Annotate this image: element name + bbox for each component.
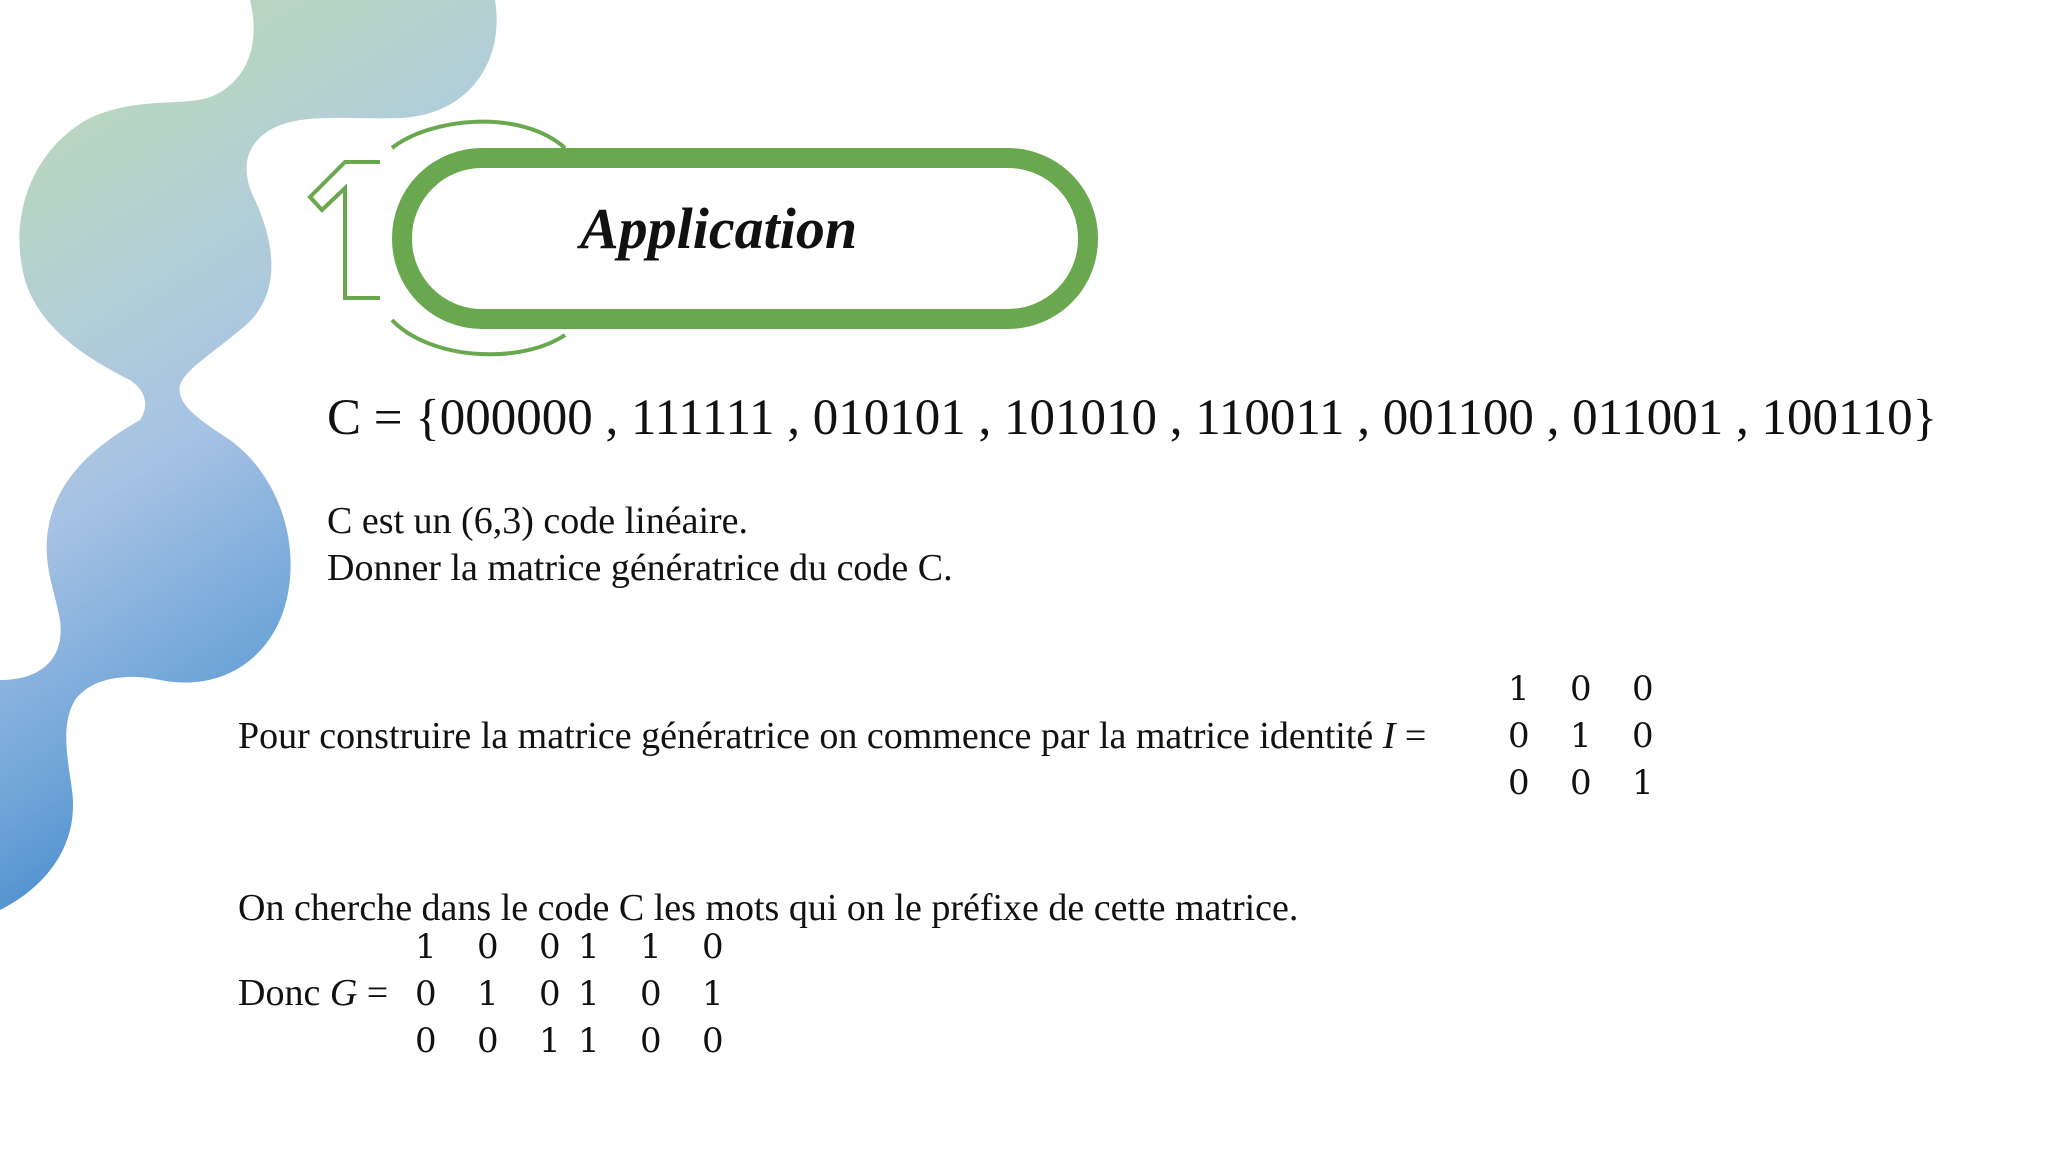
matrix-cell: 0 (1570, 669, 1592, 709)
search-sentence: On cherche dans le code C les mots qui on le préfixe de cette matrice. (238, 887, 1299, 929)
matrix-cell: 0 (415, 974, 437, 1014)
matrix-cell: 1 (415, 927, 437, 967)
matrix-cell: 0 (1632, 716, 1654, 756)
matrix-cell: 0 (1570, 763, 1592, 803)
matrix-cell: 1 (539, 1021, 561, 1061)
matrix-cell: 1 (640, 927, 662, 967)
matrix-cell: 1 (578, 1021, 600, 1061)
question-statement: Donner la matrice génératrice du code C. (327, 547, 953, 589)
matrix-cell: 1 (578, 927, 600, 967)
slide-title: Application (580, 196, 858, 261)
code-set-definition: C = {000000 , 111111 , 010101 , 101010 , 110011 , 001100 , 011001 , 100110} (327, 390, 1938, 446)
g-symbol: G (329, 972, 358, 1014)
g-equals: = (366, 972, 389, 1014)
identity-sentence-text: Pour construire la matrice génératrice on commence par la matrice identité (238, 715, 1374, 757)
linear-code-statement: C est un (6,3) code linéaire. (327, 500, 749, 542)
matrix-cell: 1 (477, 974, 499, 1014)
g-definition-label (238, 974, 388, 1012)
number-one-outline (310, 162, 380, 298)
matrix-cell: 0 (539, 974, 561, 1014)
identity-sentence (238, 717, 1426, 755)
matrix-cell: 0 (415, 1021, 437, 1061)
matrix-cell: 0 (1508, 716, 1530, 756)
donc-label: Donc (238, 972, 321, 1014)
matrix-cell: 1 (1570, 716, 1592, 756)
matrix-cell: 0 (539, 927, 561, 967)
matrix-cell: 1 (1508, 669, 1530, 709)
identity-symbol: I (1382, 715, 1396, 757)
matrix-cell: 0 (477, 927, 499, 967)
matrix-cell: 0 (702, 1021, 724, 1061)
matrix-cell: 1 (1632, 763, 1654, 803)
matrix-cell: 0 (477, 1021, 499, 1061)
matrix-cell: 0 (702, 927, 724, 967)
matrix-cell: 0 (640, 974, 662, 1014)
matrix-cell: 0 (1632, 669, 1654, 709)
title-badge-graphic (0, 0, 1120, 380)
matrix-cell: 1 (702, 974, 724, 1014)
matrix-cell: 0 (640, 1021, 662, 1061)
matrix-cell: 0 (1508, 763, 1530, 803)
identity-equals: = (1404, 715, 1427, 757)
matrix-cell: 1 (578, 974, 600, 1014)
